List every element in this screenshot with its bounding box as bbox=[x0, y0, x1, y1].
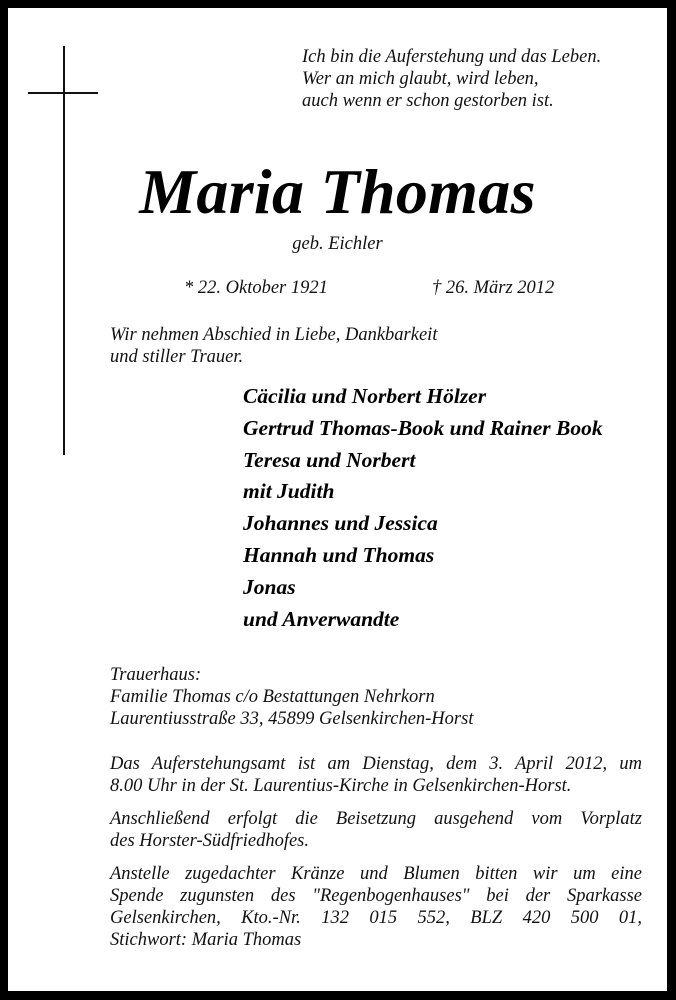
birth-date: * 22. Oktober 1921 bbox=[184, 278, 328, 298]
mourning-house-label: Trauerhaus: bbox=[110, 665, 202, 685]
notice-line: 8.00 Uhr in der St. Laurentius-Kirche in Gelsenkirchen-Horst. bbox=[110, 776, 572, 796]
verse-line: auch wenn er schon gestorben ist. bbox=[302, 91, 554, 111]
notice-line: des Horster-Südfriedhofes. bbox=[110, 831, 310, 851]
mourner-entry: Gertrud Thomas-Book und Rainer Book bbox=[243, 415, 603, 440]
obituary-page bbox=[8, 8, 667, 991]
verse-line: Ich bin die Auferstehung und das Leben. bbox=[302, 47, 602, 67]
address-line: Laurentiusstraße 33, 45899 Gelsenkirchen-Horst bbox=[110, 709, 474, 729]
mourner-entry: Johannes und Jessica bbox=[243, 511, 438, 536]
bible-verse bbox=[302, 46, 601, 112]
mourner-entry: Jonas bbox=[243, 574, 296, 599]
farewell-text bbox=[110, 324, 437, 368]
cross-horizontal-bar bbox=[28, 92, 98, 94]
farewell-line: Wir nehmen Abschied in Liebe, Dankbarkeit bbox=[110, 325, 438, 345]
mourner-entry: Cäcilia und Norbert Hölzer bbox=[243, 384, 487, 408]
verse-line: Wer an mich glaubt, wird leben, bbox=[302, 69, 539, 89]
address-line: Familie Thomas c/o Bestattungen Nehrkorn bbox=[110, 687, 435, 707]
funeral-mass-notice bbox=[110, 753, 642, 797]
mourner-entry: und Anverwandte bbox=[243, 606, 400, 631]
notice-line: Anstelle zugedachter Kränze und Blumen bitten wir um eine bbox=[110, 864, 642, 884]
notice-line: Das Auferstehungsamt ist am Dienstag, dem 3. April 2012, um bbox=[110, 754, 642, 774]
maiden-name: geb. Eichler bbox=[292, 234, 383, 254]
mourner-entry: Hannah und Thomas bbox=[243, 542, 435, 567]
death-date: † 26. März 2012 bbox=[432, 278, 555, 298]
donation-notice bbox=[110, 863, 642, 951]
farewell-line: und stiller Trauer. bbox=[110, 347, 244, 367]
notice-line: Stichwort: Maria Thomas bbox=[110, 930, 302, 950]
mourner-entry: Teresa und Norbert bbox=[243, 447, 416, 472]
deceased-name: Maria Thomas bbox=[139, 156, 536, 227]
mourning-house-address bbox=[110, 664, 473, 730]
mourner-entry: mit Judith bbox=[243, 479, 335, 504]
notice-line: Gelsenkirchen, Kto.-Nr. 132 015 552, BLZ 420 500 01, bbox=[110, 908, 642, 928]
notice-line: Anschließend erfolgt die Beisetzung ausgehend vom Vorplatz bbox=[110, 809, 642, 829]
mourners-list bbox=[243, 381, 603, 635]
burial-notice bbox=[110, 808, 642, 852]
notice-line: Spende zugunsten des "Regenbogenhauses" bei der Sparkasse bbox=[110, 886, 642, 906]
